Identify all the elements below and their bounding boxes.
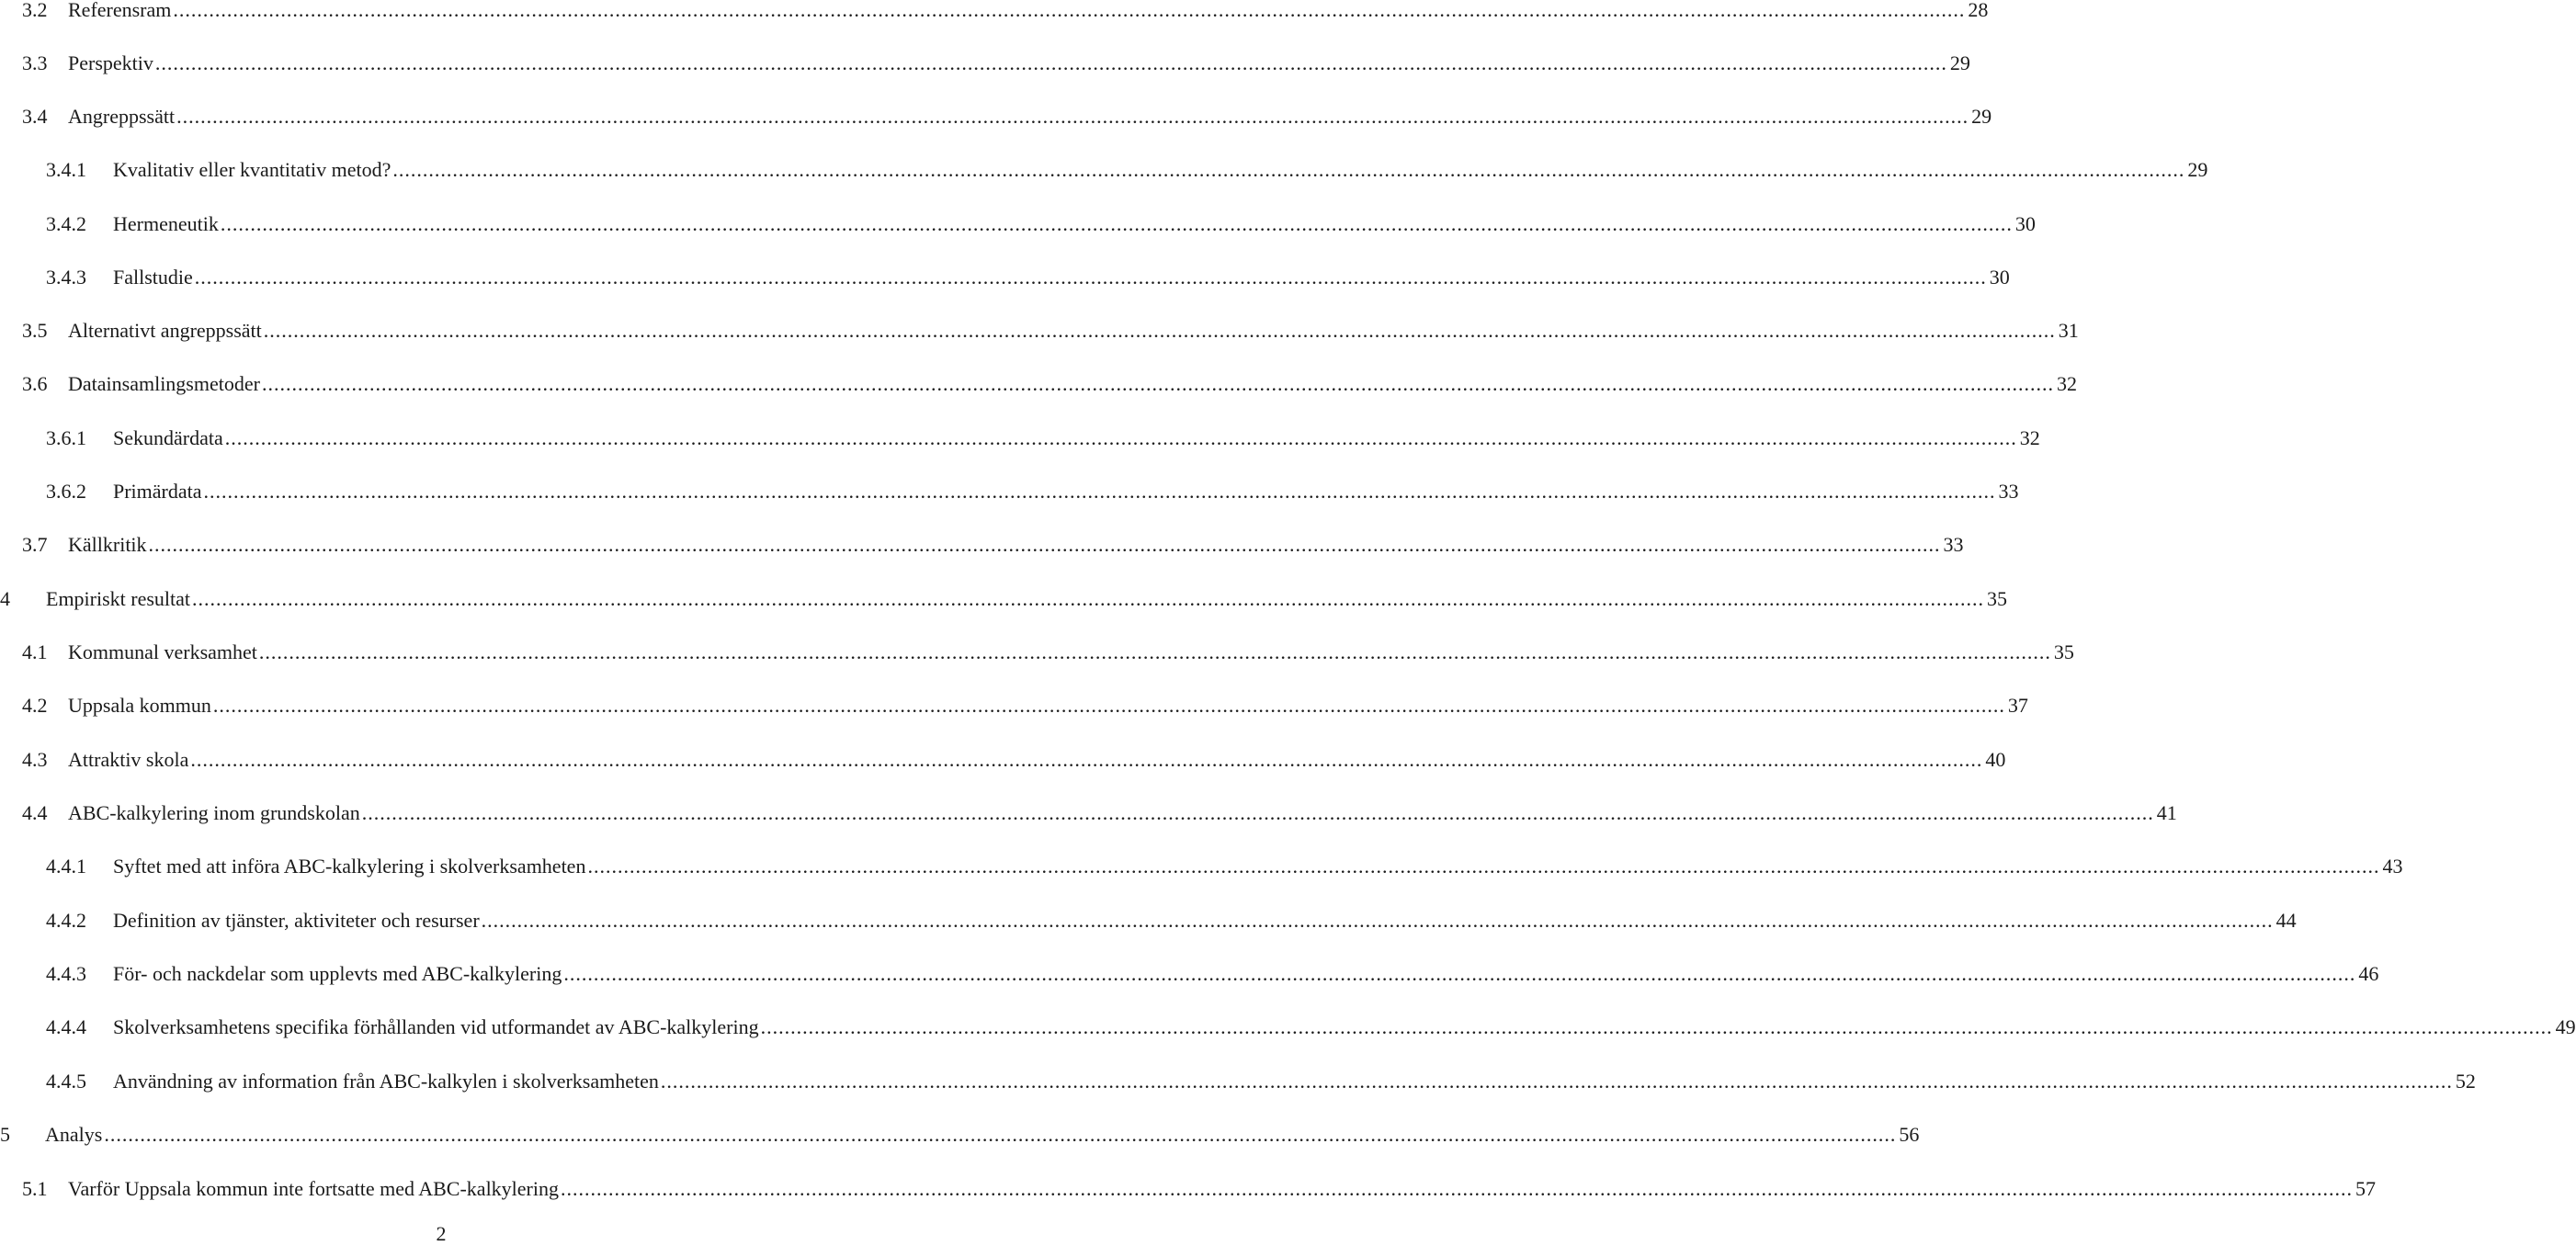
dot-leader: ............................................................................................................................................................................................................................................................................................................ xyxy=(563,962,2356,985)
toc-entry[interactable] xyxy=(22,316,2079,345)
dot-leader: ............................................................................................................................................................................................................................................................................................................ xyxy=(587,855,2380,878)
dot-leader: ............................................................................................................................................................................................................................................................................................................ xyxy=(192,587,1985,610)
toc-entry[interactable] xyxy=(22,102,1992,131)
toc-entry-title: Alternativt angreppssätt xyxy=(68,319,262,342)
toc-entry[interactable] xyxy=(22,369,2077,399)
toc-entry[interactable] xyxy=(46,210,2036,239)
toc-entry-page: 37 xyxy=(2007,694,2028,717)
toc-entry[interactable] xyxy=(22,49,1970,78)
toc-entry-title: Primärdata xyxy=(113,480,202,503)
toc-entry[interactable] xyxy=(22,799,2177,828)
toc-entry-page: 56 xyxy=(1899,1123,1920,1146)
toc-entry-page: 43 xyxy=(2382,855,2403,878)
dot-leader: ............................................................................................................................................................................................................................................................................................................ xyxy=(190,748,1983,771)
toc-entry[interactable] xyxy=(46,1067,2476,1096)
toc-entry[interactable] xyxy=(22,530,1964,560)
toc-entry-title: Syftet med att införa ABC-kalkylering i skolverksamheten xyxy=(113,855,586,878)
toc-entry-title: Uppsala kommun xyxy=(68,694,211,717)
toc-entry-title: Kommunal verksamhet xyxy=(68,640,257,663)
toc-entry[interactable] xyxy=(22,638,2074,667)
toc-entry-title: Fallstudie xyxy=(113,266,193,289)
toc-entry-title: Attraktiv skola xyxy=(68,748,189,771)
toc-entry-page: 29 xyxy=(2187,158,2208,181)
toc-entry-page: 41 xyxy=(2156,801,2177,824)
toc-entry-page: 33 xyxy=(1998,480,2019,503)
dot-leader: ............................................................................................................................................................................................................................................................................................................ xyxy=(173,0,1966,21)
toc-entry[interactable] xyxy=(22,1174,2376,1204)
toc-entry-number: 3.3 xyxy=(22,51,48,74)
toc-entry[interactable] xyxy=(0,584,2008,614)
toc-entry-number: 4.4.3 xyxy=(46,962,86,985)
toc-entry-title: Hermeneutik xyxy=(113,212,219,235)
dot-leader: ............................................................................................................................................................................................................................................................................................................ xyxy=(263,319,2056,342)
toc-entry-page: 28 xyxy=(1968,0,1989,21)
toc-entry-page: 46 xyxy=(2358,962,2379,985)
toc-entry-number: 4.4.5 xyxy=(46,1070,86,1093)
toc-entry-number: 4.4.1 xyxy=(46,855,86,878)
dot-leader: ............................................................................................................................................................................................................................................................................................................ xyxy=(104,1123,1897,1146)
toc-entry-number: 3.6 xyxy=(22,372,48,395)
toc-entry-number: 3.7 xyxy=(22,533,48,556)
toc-entry-page: 32 xyxy=(2019,426,2040,449)
toc-entry-title: ABC-kalkylering inom grundskolan xyxy=(68,801,360,824)
dot-leader: ............................................................................................................................................................................................................................................................................................................ xyxy=(212,694,2005,717)
dot-leader: ............................................................................................................................................................................................................................................................................................................ xyxy=(660,1070,2453,1093)
toc-entry-number: 3.2 xyxy=(22,0,48,21)
toc-entry[interactable] xyxy=(46,155,2208,185)
dot-leader: ............................................................................................................................................................................................................................................................................................................ xyxy=(203,480,1996,503)
toc-entry-title: Definition av tjänster, aktiviteter och resurser xyxy=(113,909,480,932)
toc-entry-title: Varför Uppsala kommun inte fortsatte med ABC-kalkylering xyxy=(68,1177,559,1200)
toc-entry-title: Empiriskt resultat xyxy=(46,587,191,610)
toc-entry[interactable] xyxy=(46,906,2297,935)
dot-leader: ............................................................................................................................................................................................................................................................................................................ xyxy=(392,158,2185,181)
dot-leader: ............................................................................................................................................................................................................................................................................................................ xyxy=(220,212,2013,235)
toc-entry-page: 40 xyxy=(1985,748,2006,771)
toc-entry-title: Angreppssätt xyxy=(68,105,176,128)
toc-entry-title: Användning av information från ABC-kalkylen i skolverksamheten xyxy=(113,1070,659,1093)
toc-entry-page: 57 xyxy=(2355,1177,2376,1200)
toc-entry-number: 3.5 xyxy=(22,319,48,342)
toc-entry-page: 52 xyxy=(2455,1070,2476,1093)
toc-entry[interactable] xyxy=(46,424,2040,453)
toc-entry[interactable] xyxy=(46,959,2379,989)
dot-leader: ............................................................................................................................................................................................................................................................................................................ xyxy=(361,801,2154,824)
toc-entry-number: 3.4.2 xyxy=(46,212,86,235)
toc-entry[interactable] xyxy=(46,1013,2576,1042)
dot-leader: ............................................................................................................................................................................................................................................................................................................ xyxy=(176,105,1969,128)
toc-entry-number: 4 xyxy=(0,587,10,610)
toc-entry-page: 33 xyxy=(1943,533,1964,556)
toc-entry-title: Perspektiv xyxy=(68,51,153,74)
toc-entry-page: 31 xyxy=(2058,319,2079,342)
dot-leader: ............................................................................................................................................................................................................................................................................................................ xyxy=(154,51,1947,74)
toc-entry-number: 3.6.2 xyxy=(46,480,86,503)
toc-entry-title: Datainsamlingsmetoder xyxy=(68,372,260,395)
toc-entry-title: Källkritik xyxy=(68,533,147,556)
toc-entry-number: 5.1 xyxy=(22,1177,48,1200)
toc-entry-title: Referensram xyxy=(68,0,172,21)
toc-entry-number: 3.4 xyxy=(22,105,48,128)
toc-entry-page: 35 xyxy=(1987,587,2008,610)
toc-entry[interactable] xyxy=(46,477,2019,506)
toc-entry-page: 35 xyxy=(2053,640,2074,663)
toc-entry-number: 4.1 xyxy=(22,640,48,663)
toc-entry-page: 32 xyxy=(2056,372,2077,395)
toc-entry-title: Analys xyxy=(45,1123,103,1146)
toc-entry-title: Sekundärdata xyxy=(113,426,223,449)
toc-entry-title: Skolverksamhetens specifika förhållanden vid utformandet av ABC-kalkylering xyxy=(113,1015,759,1038)
toc-entry[interactable] xyxy=(22,0,1989,25)
toc-entry[interactable] xyxy=(46,852,2403,881)
toc-entry-number: 3.4.3 xyxy=(46,266,86,289)
toc-entry-page: 49 xyxy=(2555,1015,2576,1038)
toc-entry-number: 4.4.4 xyxy=(46,1015,86,1038)
dot-leader: ............................................................................................................................................................................................................................................................................................................ xyxy=(760,1015,2553,1038)
toc-entry-number: 4.4.2 xyxy=(46,909,86,932)
toc-entry-page: 30 xyxy=(1989,266,2010,289)
toc-entry-page: 29 xyxy=(1949,51,1970,74)
dot-leader: ............................................................................................................................................................................................................................................................................................................ xyxy=(261,372,2054,395)
dot-leader: ............................................................................................................................................................................................................................................................................................................ xyxy=(561,1177,2353,1200)
toc-entry-title: Kvalitativ eller kvantitativ metod? xyxy=(113,158,392,181)
toc-entry-page: 44 xyxy=(2275,909,2297,932)
toc-entry-number: 4.3 xyxy=(22,748,48,771)
toc-entry-number: 3.4.1 xyxy=(46,158,86,181)
toc-entry[interactable] xyxy=(0,1120,1920,1150)
dot-leader: ............................................................................................................................................................................................................................................................................................................ xyxy=(148,533,1941,556)
toc-entry-number: 3.6.1 xyxy=(46,426,86,449)
dot-leader: ............................................................................................................................................................................................................................................................................................................ xyxy=(194,266,1987,289)
dot-leader: ............................................................................................................................................................................................................................................................................................................ xyxy=(258,640,2051,663)
toc-entry[interactable] xyxy=(22,691,2028,720)
toc-entry-number: 4.4 xyxy=(22,801,48,824)
toc-entry[interactable] xyxy=(46,263,2010,292)
page-number: 2 xyxy=(436,1222,447,1245)
toc-entry[interactable] xyxy=(22,745,2006,775)
toc-entry-title: För- och nackdelar som upplevts med ABC-kalkylering xyxy=(113,962,562,985)
toc-entry-number: 4.2 xyxy=(22,694,48,717)
dot-leader: ............................................................................................................................................................................................................................................................................................................ xyxy=(481,909,2274,932)
toc-entry-page: 30 xyxy=(2014,212,2036,235)
dot-leader: ............................................................................................................................................................................................................................................................................................................ xyxy=(224,426,2017,449)
toc-entry-number: 5 xyxy=(0,1123,10,1146)
toc-entry-page: 29 xyxy=(1971,105,1992,128)
